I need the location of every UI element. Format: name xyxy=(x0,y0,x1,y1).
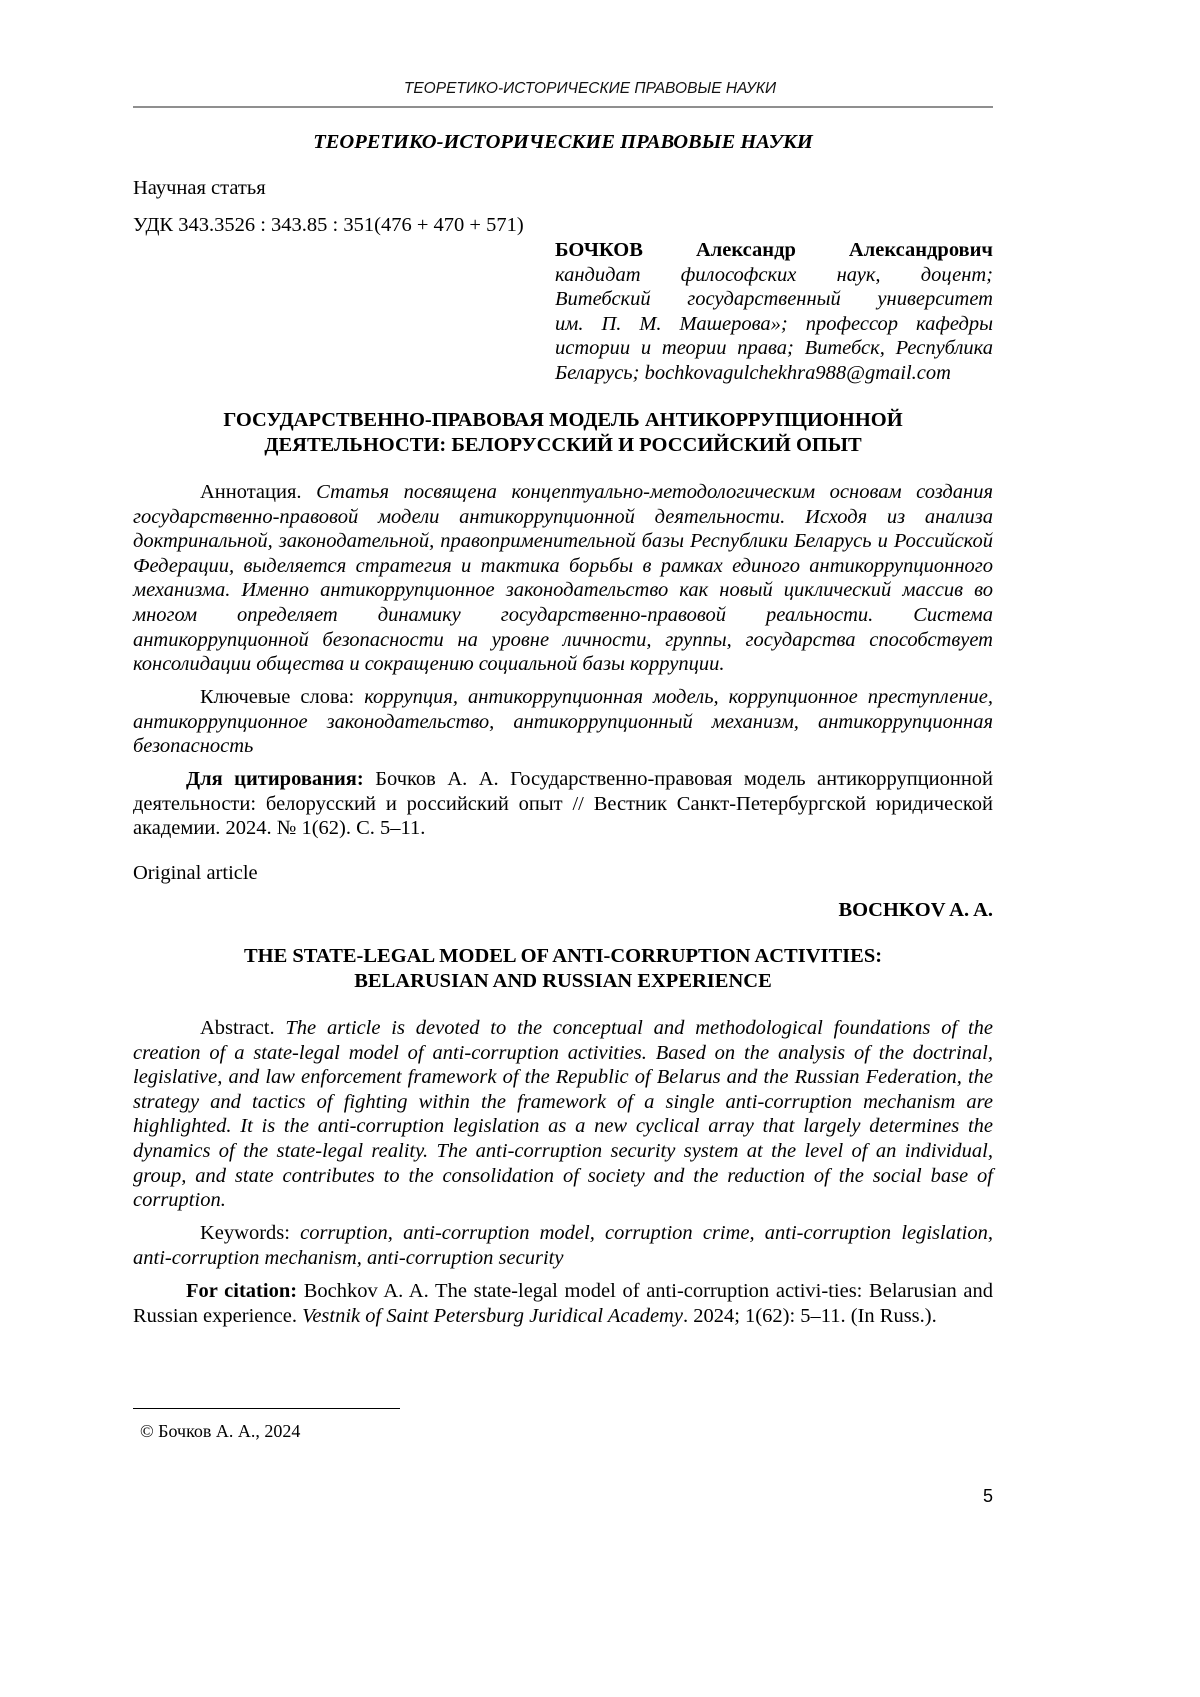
citation-text: Bochkov A. A. The state-legal model of anti-corruption activi-ties: Belarusian and Russian experience. xyxy=(133,1280,994,1327)
title-line: ГОСУДАРСТВЕННО-ПРАВОВАЯ МОДЕЛЬ АНТИКОРРУПЦИОННОЙ xyxy=(223,409,903,431)
author-affiliation-line: истории и теории права; Витебск, Республика xyxy=(555,337,993,360)
running-header: ТЕОРЕТИКО-ИСТОРИЧЕСКИЕ ПРАВОВЫЕ НАУКИ xyxy=(403,80,777,97)
article-type-en: Original article xyxy=(133,862,258,884)
title-line: ДЕЯТЕЛЬНОСТИ: БЕЛОРУССКИЙ И РОССИЙСКИЙ ОПЫТ xyxy=(264,434,862,456)
footnote-rule xyxy=(133,1408,400,1409)
annotation-ru xyxy=(133,480,993,677)
citation-journal: Vestnik of Saint Petersburg Juridical Academy xyxy=(302,1304,683,1327)
header-rule xyxy=(133,106,993,108)
udc-code: УДК 343.3526 : 343.85 : 351(476 + 470 + 571) xyxy=(133,214,524,236)
title-line: THE STATE-LEGAL MODEL OF ANTI-CORRUPTION ACTIVITIES: xyxy=(243,945,883,967)
keywords-label: Ключевые слова: xyxy=(200,686,355,708)
citation-details: . 2024; 1(62): 5–11. (In Russ.). xyxy=(682,1304,937,1327)
article-title-ru xyxy=(133,408,993,458)
citation-en xyxy=(133,1279,993,1328)
author-affiliation-line: кандидат философских наук, доцент; xyxy=(555,263,993,286)
title-line: BELARUSIAN AND RUSSIAN EXPERIENCE xyxy=(354,970,772,992)
citation-ru xyxy=(133,767,993,841)
page-number: 5 xyxy=(982,1486,993,1506)
keywords-en xyxy=(133,1221,993,1270)
article-type-ru: Научная статья xyxy=(133,177,266,199)
author-affiliation-line: Витебский государственный университет xyxy=(555,288,993,311)
author-affiliation-line: Беларусь; bochkovagulchekhra988@gmail.com xyxy=(555,361,951,384)
author-affiliation-line: им. П. М. Машерова»; профессор кафедры xyxy=(555,312,993,335)
author-name-en: BOCHKOV A. A. xyxy=(838,899,993,921)
abstract-en xyxy=(133,1016,993,1213)
section-title: ТЕОРЕТИКО-ИСТОРИЧЕСКИЕ ПРАВОВЫЕ НАУКИ xyxy=(313,131,813,153)
keywords-label: Keywords: xyxy=(200,1222,290,1244)
keywords-text: коррупция, антикоррупционная модель, коррупционное преступление, антикоррупционное законодательство, антикоррупционный механизм, антикоррупционная безопасность xyxy=(133,686,993,758)
citation-label: Для цитирования: xyxy=(186,768,364,790)
annotation-text: Статья посвящена концептуально-методологическим основам создания государственно-правовой модели антикоррупционной деятельности. Исходя из анализа доктринальной, законодательной, правоприменительной базы Республики Беларусь и Российской Федерации, выделяется стратегия и тактика борьбы в рамках единого антикоррупционного механизма. Именно антикоррупционное законодательство как новый циклический массив во многом определяет динамику государственно-правовой реальности. Система антикоррупционной безопасности на уровне личности, группы, государства способствует консолидации общества и сокращению социальной базы коррупции. xyxy=(133,481,993,676)
citation-label: For citation: xyxy=(186,1280,298,1302)
keywords-text: corruption, anti-corruption model, corruption crime, anti-corruption legislation, anti-corruption mechanism, anti-corruption security xyxy=(133,1222,993,1269)
abstract-label: Abstract. xyxy=(200,1017,275,1039)
author-name-ru: БОЧКОВ Александр Александрович xyxy=(555,239,993,261)
citation-text: Бочков А. А. Государственно-правовая модель антикоррупционной деятельности: белорусский и российский опыт // Вестник Санкт-Петербургской юридической академии. 2024. № 1(62). С. 5–11. xyxy=(133,768,994,840)
article-title-en xyxy=(133,944,993,994)
keywords-ru xyxy=(133,685,993,759)
author-block-ru xyxy=(555,238,993,386)
abstract-text: The article is devoted to the conceptual and methodological foundations of the creation of a state-legal model of anti-corruption activities. Based on the analysis of the doctrinal, legislative, and law enforcement framework of the Republic of Belarus and the Russian Federation, the strategy and tactics of fighting within the framework of a single anti-corruption mechanism are highlighted. It is the anti-corruption legislation as a new cyclical array that largely determines the dynamics of the state-legal reality. The anti-corruption security system at the level of an individual, group, and state contributes to the consolidation of society and the reduction of the social base of corruption. xyxy=(133,1017,993,1212)
copyright-footnote: © Бочков А. А., 2024 xyxy=(140,1421,301,1441)
annotation-label: Аннотация. xyxy=(200,481,302,503)
